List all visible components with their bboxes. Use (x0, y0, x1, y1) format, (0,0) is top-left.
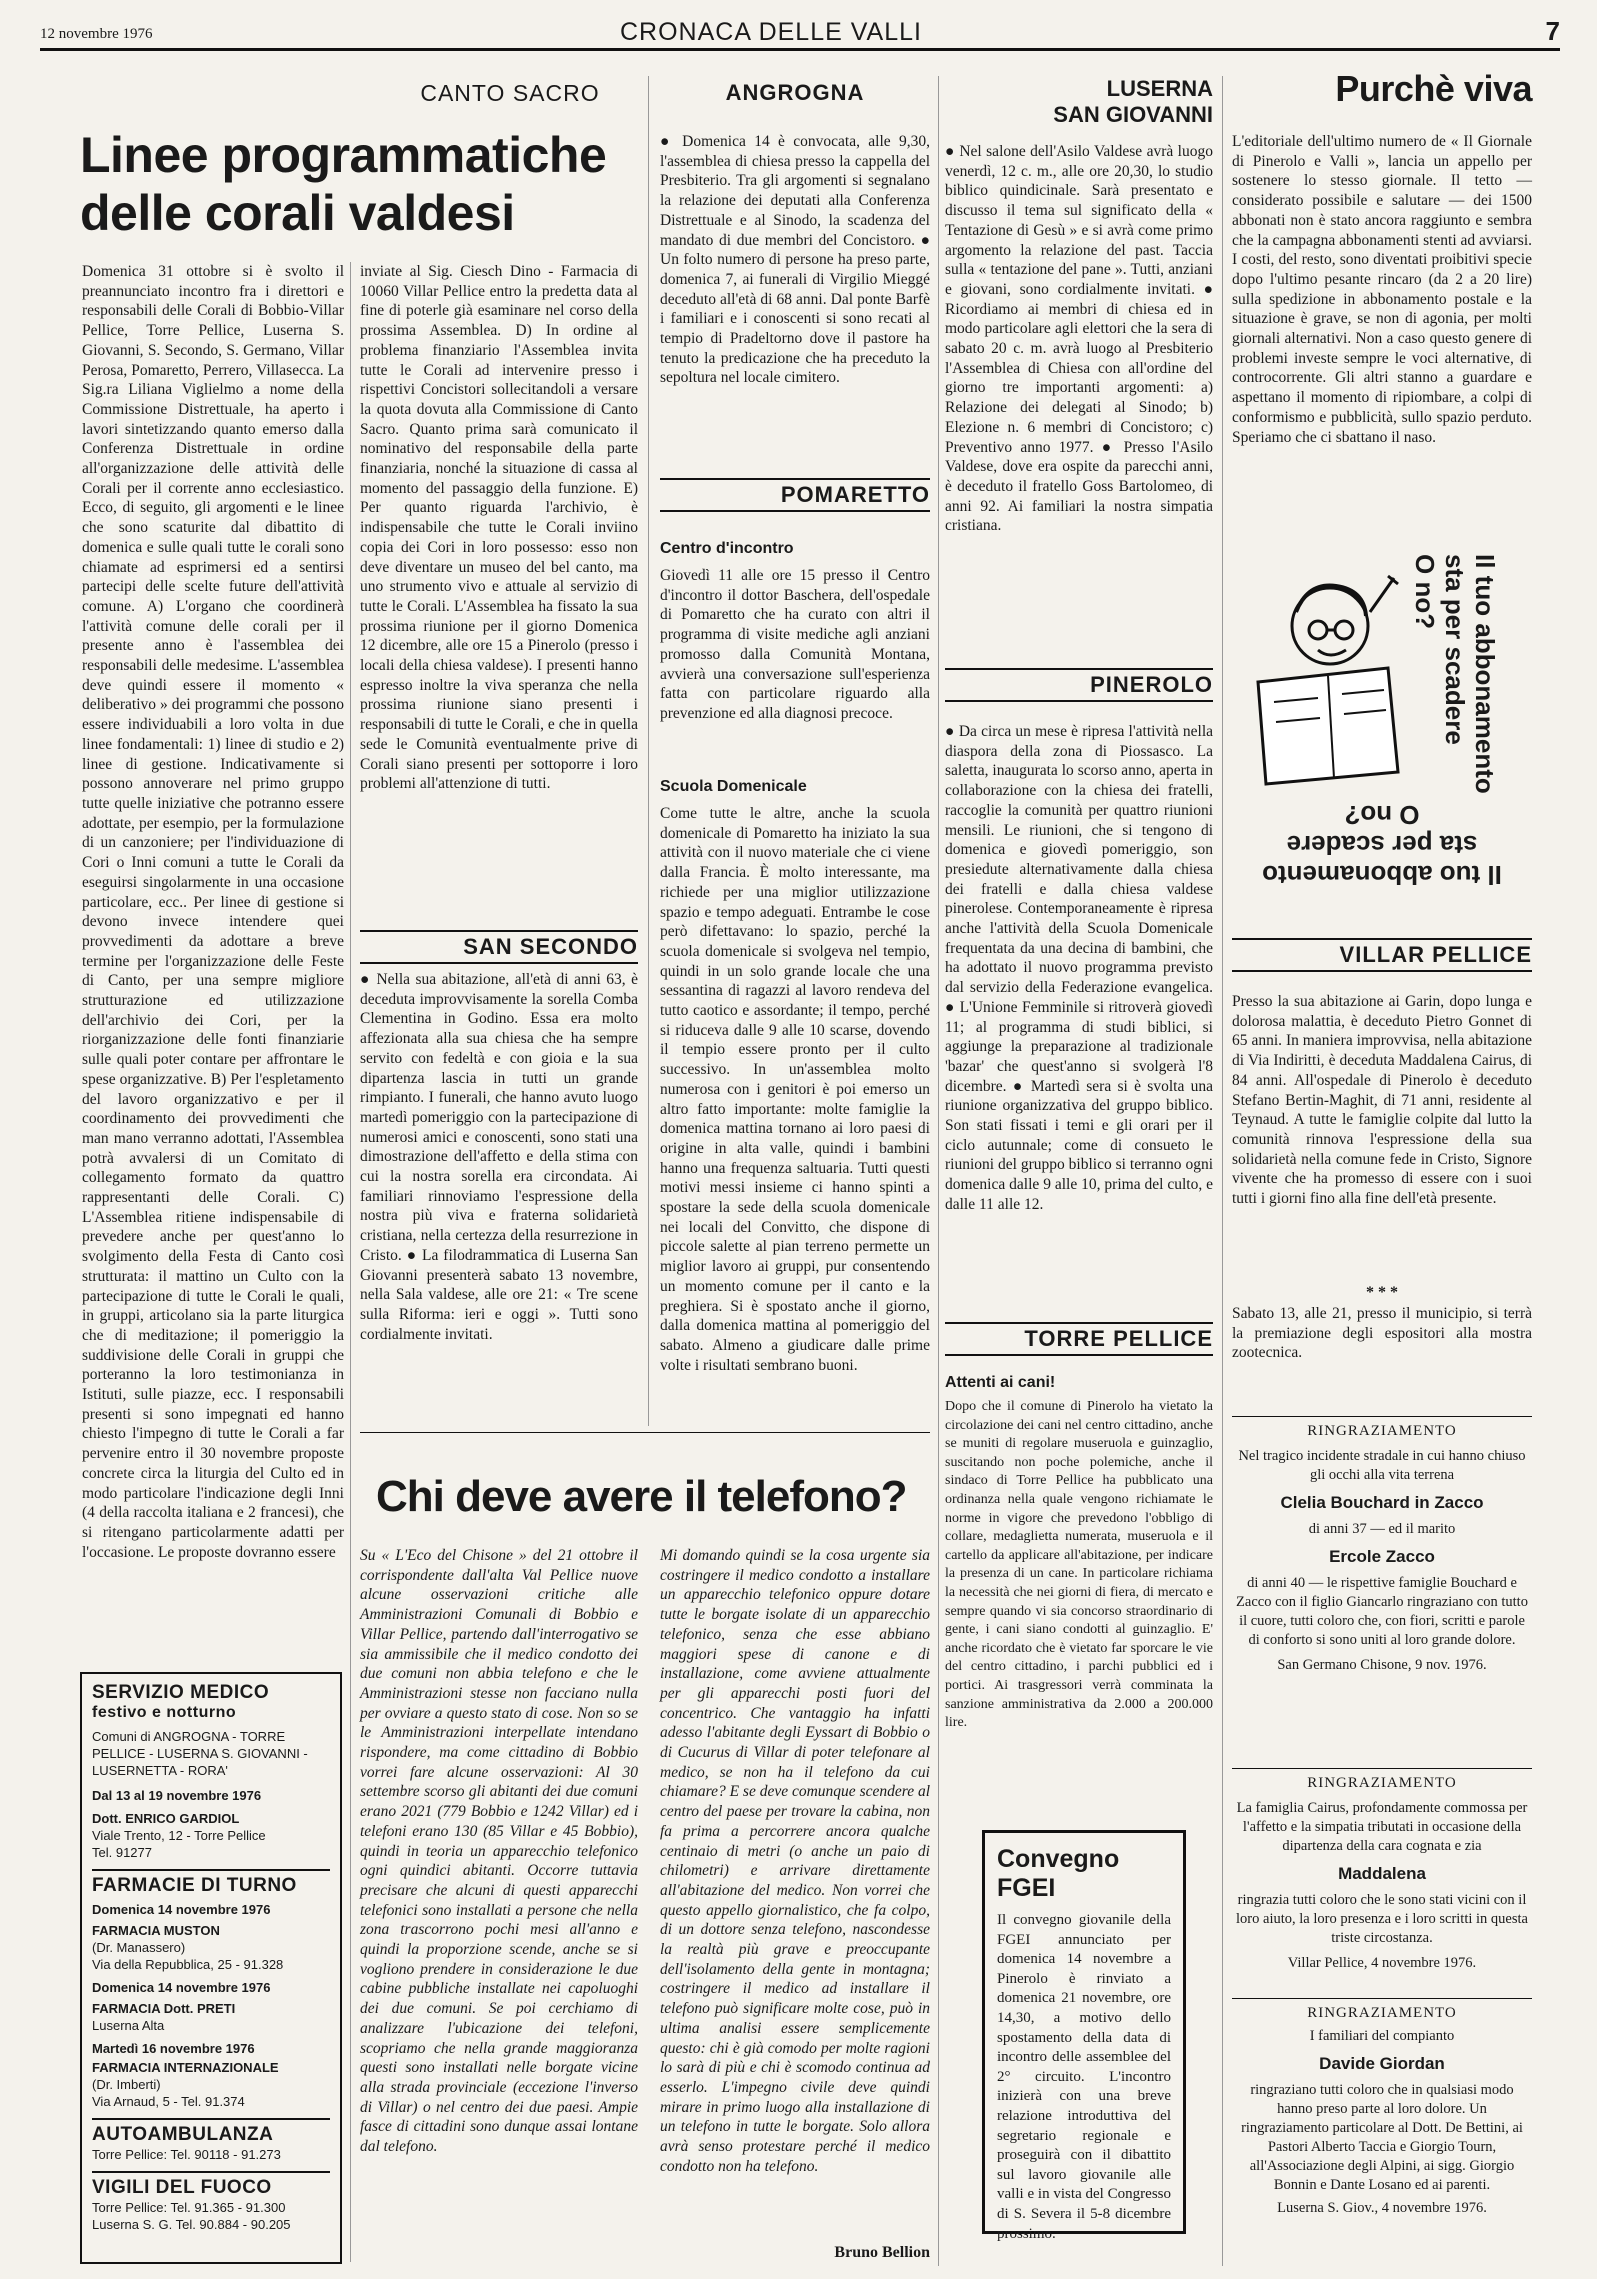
section-villar-pellice: VILLAR PELLICE (1232, 938, 1532, 972)
divider-ringraziamento-3 (1232, 1998, 1532, 1999)
article-canto-col2: inviate al Sig. Ciesch Dino - Farmacia di 10060 Villar Pellice entro la predetta data al fine di poterle già esaminare nel corso della prossima Assemblea. D) In ordine al problema finanziario l'Assemblea invita tutte le Corali ad intervenire presso i rispettivi Concistori sollecitandoli a versare la quota dovuta alla Commissione di Canto Sacro. Quanto prima sarà comunicato il nominativo del responsabile della parte finanziaria, nonché la situazione di cassa al momento del passaggio della funzione. E) Per quanto riguarda l'archivio, è indispensabile che tutte le Corali inviino copia dei Cori in loro possesso: esso non deve diventare un museo del bel canto, ma uno strumento vivo e attuale al servizio di tutte le Corali. L'Assemblea ha fissato la sua prossima riunione per il giorno Domenica 12 dicembre, alle ore 15 a Pinerolo (presso i locali della chiesa valdese). I presenti hanno espresso inoltre la viva speranza che nella prossima riunione siano presenti i responsabili di tutte le Corali, e che in quella sede le Comunità eventualmente prive di Corali siano presenti per sottoporre i loro problemi all'attenzione di tutti. (360, 263, 638, 793)
article-pomaretto-centro: Giovedì 11 alle ore 15 presso il Centro d'incontro il dottor Baschera, dell'ospedale di Pomaretto che ha curato con altri il programma di visite mediche agli anziani promosso dalla Comunità Montana, avvierà una conversazione sull'esperienza fatta con particolare riguardo alla prevenzione ed alla diagnosi precoce. (660, 567, 930, 722)
pharmacy-entry (92, 2040, 330, 2110)
thanks-title: RINGRAZIAMENTO (1307, 1423, 1457, 1439)
article-villar-pellice: Presso la sua abitazione ai Garin, dopo lunga e dolorosa malattia, è deceduto Pietro Gonnet di 65 anni. In maniera improvvisa, nella abitazione di Via Indiritti, è deceduta Maddalena Cairus, di 84 anni. All'ospedale di Pinerolo è deceduto Stefano Bertin-Maghit, di 71 anni, residente al Teynaud. A tutte le famiglie colpite dal lutto la comunità rinnova l'espressione della sua solidarietà nella comune fede in Cristo, Signore vivente che ha promesso di essere con i suoi tutti i giorni fino alla fine dell'età presente. (1232, 993, 1532, 1208)
article-san-secondo: ● Nella sua abitazione, all'età di anni 63, è deceduta improvvisamente la sorella Comba Clementina in Godino. Essa era molto affezionata alla sua chiesa che ha sempre servito con fedeltà e con gioia e la sua dipartenza lascia in tutti un grande rimpianto. I funerali, che hanno avuto luogo martedì pomeriggio con la partecipazione di numerosi amici e conoscenti, sono stati una dimostrazione dell'affetto e della stima con cui la nostra sorella era circondata. Ai familiari rinnoviamo l'espressione della nostra più viva e fraterna solidarietà cristiana, nella certezza della resurrezione in Cristo. ● La filodrammatica di Luserna San Giovanni presenterà sabato 13 novembre, nella Sala valdese, alle ore 21: « Tre scene sulla Riforma: ieri e oggi ». Tutti sono cordialmente invitati. (360, 971, 638, 1343)
fgei-box (982, 1830, 1186, 2242)
thanks-deceased-name: Davide Giordan (1319, 2054, 1445, 2073)
fgei-text: Il convegno giovanile della FGEI annunciato per domenica 14 novembre a Pinerolo è rinviato a domenica 21 novembre, ore 14,30, a motivo dello spostamento della data di incontro delle assemblee del 2° circuito. L'incontro inizierà con una breve relazione introduttiva del segretario regionale e proseguirà con il dibattito sul lavoro giovanile alle valli e in vista del Congresso di S. Severa il 5-8 dicembre prossimo. (997, 1912, 1171, 2242)
medical-service-subtitle: festivo e notturno (92, 1704, 237, 1721)
pharmacy-owner: (Dr. Manassero) (92, 1940, 186, 1955)
thanks-body: ringraziano tutti coloro che in qualsiasi modo hanno preso parte al loro dolore. Un ringraziamento particolare al Dott. De Bettini, ai Pastori Alberto Taccia e Giorgio Tourn, all'Associazione degli Alpini, ai sigg. Giorgio Bonnin e Dante Losano ed ai parenti. (1241, 2082, 1523, 2193)
article-telefono-col2: Mi domando quindi se la cosa urgente sia costringere il medico condotto a installare un apparecchio telefonico oppure dotare tutte le borgate isolate di un apparecchio telefonico, senza che esse abbiano maggiori spese di canone e di installazione, come avviene attualmente per gli apparecchi posti fuori del concentrico. Che vantaggio ha infatti adesso l'abitante degli Eyssart di Bobbio o di Cucurus di Villar di poter telefonare al medico, se non ha il telefono da cui chiamare? E se deve comunque scendere al centro del paese per trovare la cabina, non fa prima a percorrere ancora qualche centinaio di metri (o anche un paio di chilometri) e arrivare direttamente all'abitazione del medico. Non vorrei che questo appello giornalistico, che fa colpo, di un dottore senza telefono, nascondesse la realtà più grave e preoccupante dell'isolamento della gente in montagna; costringere il medico ad installare il telefono può significare molte cose, può in ultima analisi essere semplicemente questo: chi è già comodo per molte ragioni lo sarà di più e chi è scomodo continua ad esserlo. L'impegno civile deve quindi mirare in primo luogo alla installazione di un telefono in tutte le borgate. Solo allora avrà senso protestare perché il medico condotto non ha telefono. (660, 1547, 931, 2175)
medical-service-phone: Tel. 91277 (92, 1845, 152, 1860)
pharmacy-owner: (Dr. Imberti) (92, 2077, 161, 2092)
headline-canto (80, 126, 640, 242)
thanks-intro: Nel tragico incidente stradale in cui hanno chiuso gli occhi alla vita terrena (1238, 1448, 1526, 1483)
subscription-line3: O no? (1410, 554, 1440, 630)
thanks-body: di anni 40 — le rispettive famiglie Bouchard e Zacco con il figlio Giancarlo ringraziano con tutto il cuore, tutti coloro che, con fiori, scritti e parole di conforto si sono uniti al loro grande dolore. (1236, 1575, 1528, 1648)
article-luserna: ● Nel salone dell'Asilo Valdese avrà luogo venerdì, 12 c. m., alle ore 20,30, lo studio biblico quindicinale. Sarà presentato e discusso il tema sul significato della « Tentazione di Gesù » e si avrà come primo argomento la relazione del past. Taccia sulla « tentazione del pane ». Tutti, anziani e giovani, sono cordialmente invitati. ● Ricordiamo ai membri di chiesa ed in modo particolare agli elettori che la sera di sabato 20 c. m. avrà luogo al Presbiterio l'Assemblea di Chiesa con all'ordine del giorno tre importanti argomenti: a) Relazione dei delegati al Sinodo; b) Elezione n. 6 membri di Concistoro; c) Preventivo anno 1977. ● Presso l'Asilo Valdese, dove era ospite da parecchi anni, è deceduto il fratello Goss Bartolomeo, di anni 92. Ai familiari la nostra simpatia cristiana. (945, 143, 1213, 535)
section-pomaretto: POMARETTO (660, 478, 930, 512)
divider-ringraziamento-2 (1232, 1768, 1532, 1769)
article-pinerolo: ● Da circa un mese è ripresa l'attività nella diaspora della zona di Piossasco. La saletta, inaugurata lo scorso anno, aperta in collaborazione con la chiesa dei fratelli, raccoglie la comunità per quattro riunioni mensili. Le riunioni, che si tengono di domenica e giovedì pomeriggio, son presiedute alternativamente dalla chiesa dei fratelli e dalla chiesa valdese pinerolese. Contemporaneamente è ripresa anche l'attività della Scuola Domenicale frequentata da una decina di bambini, che ha adottato il nuovo programma previsto dal servizio della Federazione evangelica. ● L'Unione Femminile si ritroverà giovedì 11; al programma di studi biblici, si aggiunge la preparazione al tradizionale 'bazar' che quest'anno si svolgerà l'8 dicembre. ● Martedì sera si è svolta una riunione organizzativa del gruppo biblico. Son stati fissati i temi e gli orari per il ciclo autunnale; come di consueto le riunioni del gruppo biblico si terranno ogni domenica dalle 9 alle 10, prima del culto, e dalle 11 alle 12. (945, 723, 1213, 1213)
subscription-text-inverted-block (1232, 800, 1532, 890)
subhead-attenti-cani: Attenti ai cani! (945, 1374, 1056, 1391)
thanks-notice (1232, 1774, 1532, 1992)
medical-service-address: Viale Trento, 12 - Torre Pellice (92, 1828, 266, 1843)
masthead (40, 14, 1560, 51)
thanks-notice (1232, 1422, 1532, 1762)
subscription-inverted-line2: sta per scadere (1286, 830, 1478, 860)
section-torre-pellice: TORRE PELLICE (945, 1322, 1213, 1356)
pharmacy-address: Via della Repubblica, 25 - 91.328 (92, 1957, 284, 1972)
thanks-mid: di anni 37 — ed il marito (1308, 1521, 1456, 1537)
fire-dept-phone-luserna: Luserna S. G. Tel. 90.884 - 90.205 (92, 2217, 291, 2232)
thanks-notice (1232, 2004, 1532, 2266)
thanks-deceased-name-2: Ercole Zacco (1329, 1547, 1435, 1566)
article-torre-pellice: Dopo che il comune di Pinerolo ha vietato la circolazione dei cani nel centro cittadino, anche se muniti di regolare museruola e guinzaglio, suscitando non poche polemiche, anche il sindaco di Torre Pellice ha pubblicato una ordinanza nella quale vengono richiamate le norme in vigore che prevedono l'obbligo di collare, medaglietta numerata, museruola e il cartello da applicare all'abitazione, per indicare la presenza di un cane. In particolare richiama la necessità che nei giorni di fiera, di mercato e sempre quando vi sia concorso straordinario di gente, i cani siano condotti al guinzaglio. E' anche ricordato che è vietato far sporcare le vie del centro cittadino, i parchi pubblici ed i portici. Ai trasgressori verrà comminata la sanzione amministrativa da 2.000 a 200.000 lire. (945, 1399, 1213, 1731)
thanks-deceased-name: Clelia Bouchard in Zacco (1280, 1493, 1484, 1512)
article-purche-viva: L'editoriale dell'ultimo numero de « Il Giornale di Pinerolo e Valli », lancia un appello per sostenere lo stesso giornale. Il tetto — considerato possibile e salutare — dei 1500 abbonati non è stato ancora raggiunto e sembra che la campagna abbonamenti stenti ad avviarsi. I costi, del resto, sono diventati proibitivi specie dopo l'ultimo pesante rincaro (da 2 a 20 lire) sulla spedizione in abbonamento postale e la situazione è grave, se non di agonia, per molti giornali alternativi. Non a caso questo genere di problemi investe sempre le voci alternative, di controcorrente. Gli altri stanno a guardare e aspettano il momento di ripiombare, a colpi di conformismo e pubblicità, sullo spazio perduto. Speriamo che ci sbattano il naso. (1232, 133, 1532, 446)
section-luserna (945, 76, 1213, 128)
subscription-line2: sta per scadere (1440, 554, 1470, 745)
services-divider-3 (92, 2171, 330, 2173)
fire-dept-title: VIGILI DEL FUOCO (92, 2177, 272, 2198)
article-telefono-signature: Bruno Bellion (834, 2244, 930, 2261)
pharmacy-name: FARMACIA Dott. PRETI (92, 2001, 236, 2016)
headline-canto-line1: Linee programmatiche (80, 127, 607, 183)
medical-service-title: SERVIZIO MEDICO (92, 1682, 270, 1703)
medical-service-doctor: Dott. ENRICO GARDIOL (92, 1811, 240, 1826)
reader-cartoon-icon (1238, 572, 1408, 792)
thanks-intro: I familiari del compianto (1309, 2028, 1455, 2044)
issue-date: 12 novembre 1976 (40, 26, 153, 42)
section-pinerolo: PINEROLO (945, 668, 1213, 702)
ambulance-title: AUTOAMBULANZA (92, 2124, 274, 2145)
fgei-headline: Convegno FGEI (997, 1845, 1120, 1902)
services-divider-2 (92, 2118, 330, 2120)
pharmacy-owner: Luserna Alta (92, 2018, 165, 2033)
headline-telefono: Chi deve avere il telefono? (376, 1472, 907, 1521)
thanks-body: ringrazia tutti coloro che le sono stati vicini con il loro aiuto, la loro presenza e i loro scritti in questa triste circostanza. (1236, 1892, 1528, 1946)
article-telefono-col1: Su « L'Eco del Chisone » del 21 ottobre il corrispondente dall'alta Val Pellice nuove alcune osservazioni critiche alle Amministrazioni Comunali di Bobbio e Villar Pellice, partendo dall'interrogativo se sia ammissibile che il medico condotto dei due comuni non abbia telefono e che le Amministrazioni stesse non facciano nulla per ovviare a questo stato di cose. Non so se le Amministrazioni interpellate intendano rispondere, ma come cittadino di Bobbio vorrei fare alcune osservazioni: Al 30 settembre scorso gli abitanti dei due comuni erano 2021 (779 Bobbio e 1242 Villar) ed i telefoni erano 130 (85 Villar e 45 Bobbio), quindi in teoria un apparecchio telefonico ogni quindici abitanti. Occorre tuttavia precisare che alcuni di questi apparecchi telefonici sono installati a persone che nella zona trascorrono pochi mesi all'anno e quindi la proporzione scende, anche se si vogliono prendere in considerazione le due cabine pubbliche installate nei capoluoghi dei due comuni. Se poi cerchiamo di analizzare l'ubicazione dei telefoni, scopriamo che nella grande maggioranza questi sono installati nelle borgate vicine alla strada provinciale (eccezione l'inverso di Villar) o nel centro dei due paesi. Ampie fasce di cittadini sono dunque assai lontane dal telefono. (360, 1547, 638, 2156)
divider-telefono (360, 1432, 930, 1433)
divider-ringraziamento-1 (1232, 1416, 1532, 1417)
pharmacy-name: FARMACIA MUSTON (92, 1923, 220, 1938)
subhead-centro-incontro: Centro d'incontro (660, 540, 794, 557)
headline-purche-viva: Purchè viva (1335, 68, 1532, 109)
subhead-scuola-domenicale: Scuola Domenicale (660, 778, 807, 795)
section-san-secondo: SAN SECONDO (360, 930, 638, 964)
pharmacy-entry (92, 1979, 330, 2034)
article-villar-mostra: Sabato 13, alle 21, presso il municipio, si terrà la premiazione degli espositori alla mostra zootecnica. (1232, 1305, 1532, 1362)
pharmacy-address: Via Arnaud, 5 - Tel. 91.374 (92, 2094, 245, 2109)
subscription-line1: Il tuo abbonamento (1470, 554, 1500, 794)
section-luserna-line2: SAN GIOVANNI (1053, 102, 1213, 127)
thanks-deceased-name: Maddalena (1338, 1864, 1426, 1883)
column-rule (350, 262, 351, 2262)
services-box (80, 1672, 342, 2264)
column-rule (938, 76, 939, 2266)
medical-service-comuni: Comuni di ANGROGNA - TORRE PELLICE - LUSERNA S. GIOVANNI - LUSERNETTA - RORA' (92, 1729, 308, 1778)
article-canto-col1: Domenica 31 ottobre si è svolto il preannunciato incontro fra i direttori e responsabili delle Corali di Bobbio-Villar Pellice, Torre Pellice, Luserna S. Giovanni, S. Secondo, S. Germano, Villar Perosa, Pomaretto, Perrero, Villasecca. La Sig.ra Liliana Viglielmo a nome della Commissione Distrettuale, ha aperto i lavori sintetizzando quanto emerso dalla Conferenza Distrettuale in ordine all'organizzazione delle attività delle Corali per il corrente anno ecclesiastico. Ecco, di seguito, gli argomenti e le linee che sono scaturite dal dibattito di domenica e sulle quali tutte le corali sono chiamate ad esprimersi ed a sentirsi partecipi delle scelte future dell'attività comune. A) L'organo che coordinerà l'attività comune delle corali per il presente anno è l'assemblea dei responsabili delle medesime. L'assemblea deve quindi essere il momento « deliberativo » dei programmi che possono essere individuabili a loro volta in due linee fondamentali: 1) linee di studio e 2) linee di gestione. Indicativamente si possono annoverare nel primo gruppo tutte quelle iniziative che potranno essere adottate, per esempio, per la formulazione di un canzoniere; per l'individuazione di Cori o Inni comuni a tutte le Corali da eseguirsi singolarmente in una occasione particolare, ecc.. Per linee di gestione si devono invece intendere quei provvedimenti da adottare a breve termine per l'organizzazione delle Feste di Canto, per una sempre migliore strutturazione ed utilizzazione dell'archivio dei Cori, per la riorganizzazione delle fonti finanziarie sulle quali poter contare per affrontare le spese organizzative. B) Per l'espletamento del lavoro organizzativo e per il coordinamento dei provvedimenti che man mano verranno adottati, l'Assemblea potrà avvalersi di un Comitato di collegamento formato da quattro rappresentanti delle Corali. C) L'Assemblea ritiene indispensabile di prevedere anche per quest'anno lo svolgimento della Festa di Canto così strutturata: il mattino un Culto con la partecipazione di tutte le Corali le quali, in gruppi, articolano sia la parte liturgica che di meditazione; il pomeriggio la suddivisione delle Corali in gruppi che porteranno la loro testimonianza in Istituti, sulle piazze, ecc. I responsabili presenti si sono impegnati ed hanno chiesto l'impegno di tutte le Corali a far pervenire entro il 30 novembre proposte concrete circa la liturgia del Culto ed in modo particolare l'indicazione degli Inni (4 della raccolta italiana e 2 francesi), che si ritengano particolarmente adatti per l'occasione. Le proposte dovranno essere (82, 263, 344, 1561)
section-angrogna: ANGROGNA (725, 80, 865, 105)
ambulance-phone: Torre Pellice: Tel. 90118 - 91.273 (92, 2147, 281, 2162)
newspaper-section-title: CRONACA DELLE VALLI (620, 18, 922, 46)
pharmacy-date: Domenica 14 novembre 1976 (92, 1902, 271, 1917)
subscription-inverted-line3: O no? (1344, 800, 1420, 830)
services-divider-1 (92, 1869, 330, 1871)
headline-canto-line2: delle corali valdesi (80, 185, 515, 241)
fire-dept-phone-torre: Torre Pellice: Tel. 91.365 - 91.300 (92, 2200, 286, 2215)
section-canto-sacro: CANTO SACRO (420, 80, 600, 106)
column-rule (648, 76, 649, 1426)
villar-separator: * * * (1366, 1284, 1398, 1301)
page-number: 7 (1545, 16, 1560, 46)
thanks-place: Villar Pellice, 4 novembre 1976. (1287, 1955, 1477, 1971)
pharmacy-date: Martedì 16 novembre 1976 (92, 2041, 255, 2056)
pharmacy-entry (92, 1901, 330, 1973)
pharmacy-name: FARMACIA INTERNAZIONALE (92, 2060, 279, 2075)
article-pomaretto-scuola: Come tutte le altre, anche la scuola domenicale di Pomaretto ha iniziato la sua attività con il nuovo materiale che ci viene dalla Francia. È molto interessante, ma richiede per una miglior utilizzazione spazio e tempo adeguati. Entrambe le cose però difettavano: lo spazio, perché la scuola domenicale si svolgeva nel tempio, quindi in un solo grande locale che una sessantina di ragazzi al lavoro rendeva del tutto caotico e assordante; il tempo, perché si riduceva dalle 9 alle 10 scarse, dovendo il tempio essere pronto per il culto successivo. In un'assemblea molto numerosa con i genitori è poi emerso un altro fatto importante: molte famiglie la domenica mattina tornano ai loro paesi di origine in alta valle, quindi i bambini hanno una frequenza saltuaria. Tutti questi motivi messi insieme ci hanno spinti a spostare la sede della scuola domenicale nei locali del Convitto, che dispone di piccole salette al pian terreno permette un miglior lavoro ai gruppi, pur consentendo un momento comune per il canto e la preghiera. Si è spostato anche il giorno, dalla domenica mattina al pomeriggio del sabato. Almeno a giudicare dalle prime volte i risultati sembrano buoni. (660, 805, 930, 1374)
thanks-title: RINGRAZIAMENTO (1307, 2005, 1457, 2021)
section-luserna-line1: LUSERNA (1106, 76, 1213, 101)
pharmacies-title: FARMACIE DI TURNO (92, 1875, 297, 1896)
subscription-inverted-line1: Il tuo abbonamento (1262, 860, 1502, 890)
thanks-intro: La famiglia Cairus, profondamente commossa per l'affetto e la simpatia tributati in occasione della dipartenza della cara cognata e zia (1236, 1800, 1528, 1854)
thanks-place: Luserna S. Giov., 4 novembre 1976. (1277, 2200, 1487, 2216)
medical-service-date: Dal 13 al 19 novembre 1976 (92, 1788, 262, 1803)
thanks-place: San Germano Chisone, 9 nov. 1976. (1277, 1657, 1487, 1673)
column-rule (1222, 76, 1223, 2266)
thanks-title: RINGRAZIAMENTO (1307, 1775, 1457, 1791)
pharmacy-date: Domenica 14 novembre 1976 (92, 1980, 271, 1995)
article-angrogna: ● Domenica 14 è convocata, alle 9,30, l'assemblea di chiesa presso la cappella del Presbiterio. Tra gli argomenti si segnalano la relazione dei deputati alla Conferenza Distrettuale e al Sinodo, la scadenza del mandato di due membri del Concistoro. ● Un folto numero di persone ha preso parte, domenica 7, ai funerali di Virgilio Mieggé deceduto all'età di 68 anni. Dal ponte Barfè i familiari e i conoscenti si sono recati al tempio di Pradeltorno dove il pastore ha tenuto la predicazione che ha preceduto la sepoltura nel locale cimitero. (660, 133, 930, 387)
